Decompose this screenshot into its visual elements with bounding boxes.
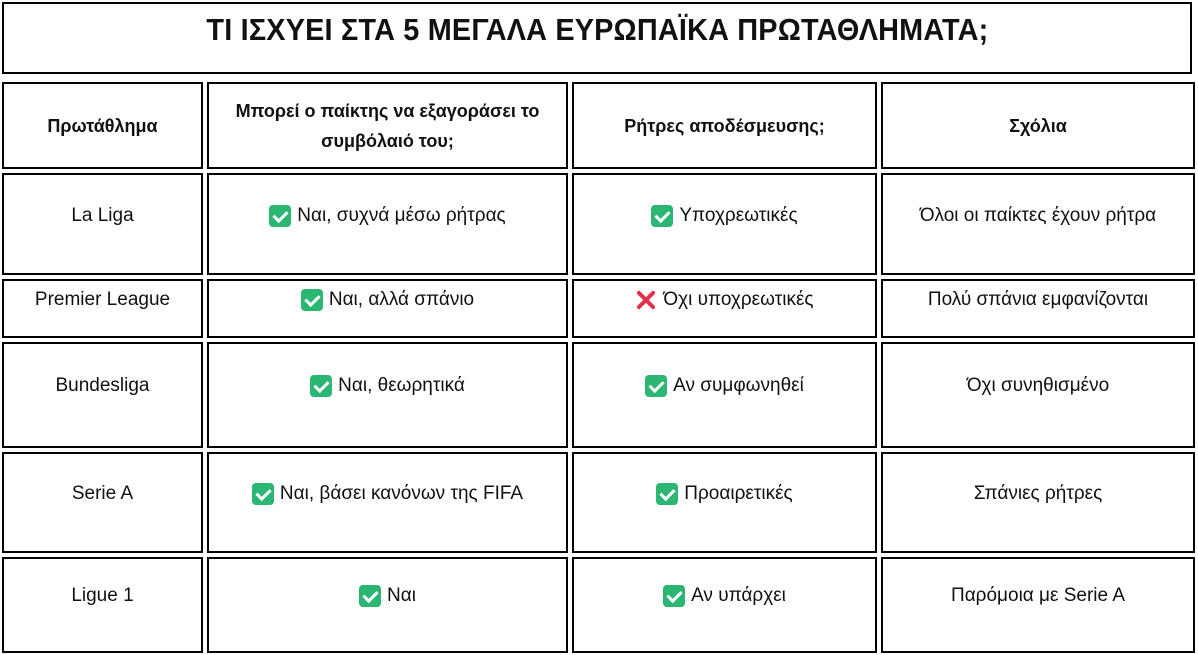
release-clause-text: Προαιρετικές bbox=[684, 483, 793, 504]
table-row-1-comments bbox=[881, 279, 1195, 338]
check-icon bbox=[310, 375, 332, 397]
table-row-1-league bbox=[2, 279, 203, 338]
table-row-2-buyout bbox=[207, 342, 568, 448]
buyout-text: Ναι, θεωρητικά bbox=[338, 375, 465, 396]
comments-text: Παρόμοια με Serie A bbox=[950, 585, 1126, 606]
table-row-3-release-clause bbox=[572, 452, 877, 553]
table-row-4-comments bbox=[881, 557, 1195, 653]
release-clause-text: Αν υπάρχει bbox=[691, 585, 786, 606]
header-comments-label: Σχόλια bbox=[1009, 115, 1067, 136]
release-clause-text: Αν συμφωνηθεί bbox=[673, 375, 804, 396]
header-league-label: Πρωτάθλημα bbox=[47, 115, 158, 136]
page-title: ΤΙ ΙΣΧΥΕΙ ΣΤΑ 5 ΜΕΓΑΛΑ ΕΥΡΩΠΑΪΚΑ ΠΡΩΤΑΘΛΗΜΑΤΑ; bbox=[206, 12, 988, 47]
buyout-text: Ναι, συχνά μέσω ρήτρας bbox=[297, 205, 506, 226]
table-row-0-release-clause bbox=[572, 173, 877, 275]
cross-icon bbox=[635, 289, 657, 311]
comments-text: Πολύ σπάνια εμφανίζονται bbox=[927, 289, 1149, 310]
check-icon bbox=[645, 375, 667, 397]
league-name: Ligue 1 bbox=[71, 585, 134, 606]
header-buyout bbox=[207, 82, 568, 169]
table-row-4-league bbox=[2, 557, 203, 653]
table-row-3-comments bbox=[881, 452, 1195, 553]
check-icon bbox=[651, 205, 673, 227]
table-row-4-buyout bbox=[207, 557, 568, 653]
comments-text: Όλοι οι παίκτες έχουν ρήτρα bbox=[919, 205, 1157, 226]
release-clause-text: Υποχρεωτικές bbox=[679, 205, 798, 226]
check-icon bbox=[359, 585, 381, 607]
title-box bbox=[2, 2, 1192, 74]
table-row-3-buyout bbox=[207, 452, 568, 553]
league-name: Serie A bbox=[71, 483, 134, 504]
table-row-2-league bbox=[2, 342, 203, 448]
table-row-0-buyout bbox=[207, 173, 568, 275]
league-name: Bundesliga bbox=[55, 375, 150, 396]
check-icon bbox=[656, 483, 678, 505]
table-row-1-release-clause bbox=[572, 279, 877, 338]
table-row-4-release-clause bbox=[572, 557, 877, 653]
check-icon bbox=[269, 205, 291, 227]
header-comments bbox=[881, 82, 1195, 169]
buyout-text: Ναι, βάσει κανόνων της FIFA bbox=[279, 483, 524, 504]
comments-text: Όχι συνηθισμένο bbox=[966, 375, 1110, 396]
buyout-text: Ναι, αλλά σπάνιο bbox=[328, 289, 475, 310]
check-icon bbox=[252, 483, 274, 505]
table-row-3-league bbox=[2, 452, 203, 553]
table-row-0-comments bbox=[881, 173, 1195, 275]
header-league bbox=[2, 82, 203, 169]
header-release-clause-label: Ρήτρες αποδέσμευσης; bbox=[624, 115, 825, 136]
table-row-2-release-clause bbox=[572, 342, 877, 448]
check-icon bbox=[663, 585, 685, 607]
table-row-0-league bbox=[2, 173, 203, 275]
table-row-1-buyout bbox=[207, 279, 568, 338]
buyout-text: Ναι bbox=[387, 585, 416, 606]
league-name: Premier League bbox=[34, 289, 171, 310]
table-row-2-comments bbox=[881, 342, 1195, 448]
league-name: La Liga bbox=[71, 205, 134, 226]
header-release-clause bbox=[572, 82, 877, 169]
check-icon bbox=[301, 289, 323, 311]
release-clause-text: Όχι υποχρεωτικές bbox=[663, 289, 814, 310]
comments-text: Σπάνιες ρήτρες bbox=[973, 483, 1103, 504]
header-buyout-label: Μπορεί ο παίκτης να εξαγοράσει το συμβόλαιό του; bbox=[235, 100, 540, 151]
